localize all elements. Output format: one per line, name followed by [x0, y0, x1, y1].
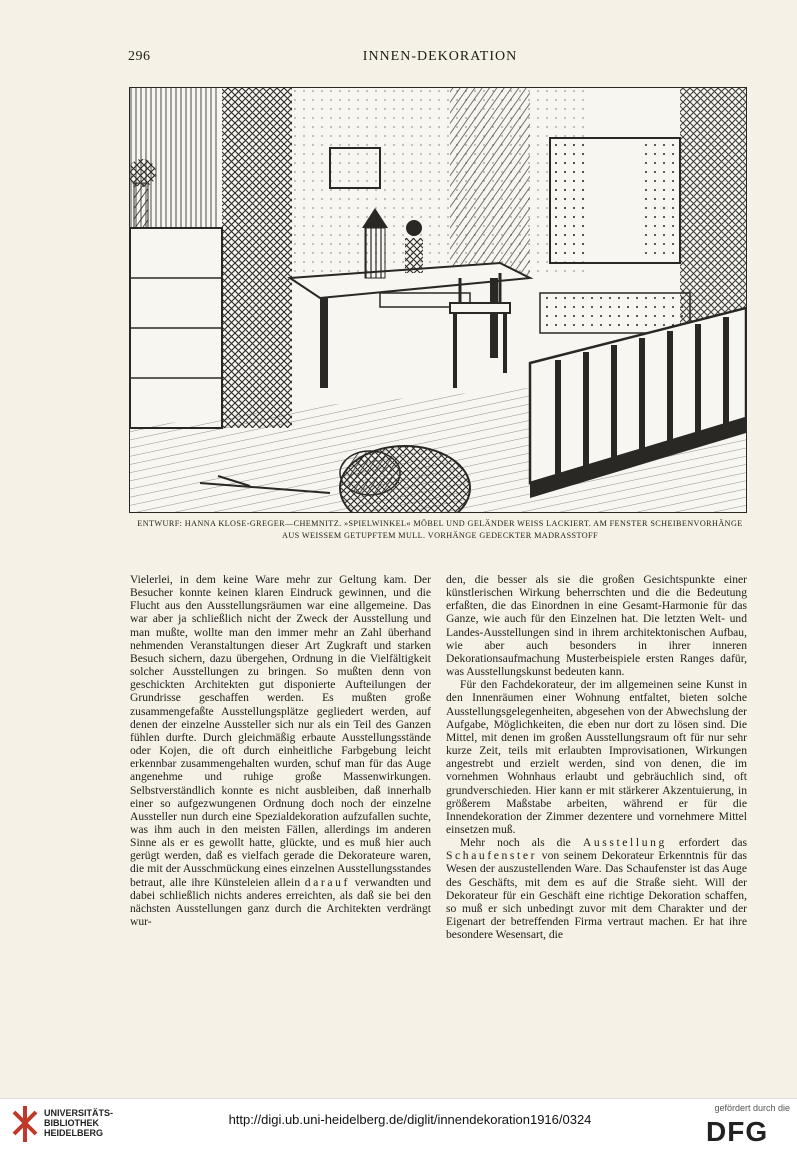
- text-run: erfordert das: [666, 836, 747, 850]
- emphasis-spaced: Schaufenster: [446, 849, 538, 863]
- text-run: von seinem Dekorateur Erkenntnis für das Wesen der auszustellenden Ware. Das Schaufenster ist das Auge des Geschäfts, mit dem es auf die Straße sieht. Will der Dekorateur für ein Geschäft eine richtige Dekoration schaffen, so muß er sich unbedingt zuvor mit dem Charakter und der Eigenart der betreffenden Firma vertraut machen. Er hat ihre besondere Wesensart, die: [446, 849, 747, 942]
- interior-drawing: [130, 88, 746, 512]
- emphasis-spaced: Ausstellung: [582, 836, 667, 850]
- page-number: 296: [128, 49, 151, 64]
- left-curtain: [222, 88, 292, 428]
- permalink-url[interactable]: http://digi.ub.uni-heidelberg.de/diglit/innendekoration1916/0324: [228, 1112, 592, 1127]
- figure-caption: [120, 518, 760, 542]
- university-library-logo-icon[interactable]: [12, 1104, 38, 1144]
- library-name[interactable]: [44, 1108, 113, 1138]
- paragraph: Für den Fachdekorateur, der im allgemeinen seine Kunst in den Innenräumen einer Wohnung entfaltet, bieten solche Ausstellungsgelegenheiten, abgesehen von der Abwechslung der Aufgabe, Möglichkeiten, die eben nur dort zu lösen sind. Die Mittel, mit denen im großen Ausstellungsraum oft für nur sehr kurze Zeit, teils mit erlaubten Improvisationen, Wirkungen angestrebt und erzielt werden, sind von denen, die im vornehmen Wohnhaus erlaubt und gebräuchlich sind, oft grundverschieden. Hier kann er mit stärkerer Akzentuierung, in größerem Maßstabe arbeiten, während er für die Innendekoration der Zimmer dezentere und vornehmere Mittel einsetzen muß.: [446, 678, 747, 836]
- library-line: UNIVERSITÄTS-: [44, 1108, 114, 1118]
- paragraph: [130, 573, 431, 928]
- text-column-right: [446, 573, 747, 941]
- text-run: verwandten und dabei schließlich nichts anderes erreichten, als daß sie bei den nächsten Ausstellungen ganz durch die Architekten verdrängt wur-: [130, 875, 431, 929]
- caption-line-1: ENTWURF: HANNA KLOSE-GREGER—CHEMNITZ. »SPIELWINKEL« MÖBEL UND GELÄNDER WEISS LACKIERT. AM FENSTER SCHEIBENVORHÄNGE: [137, 519, 743, 528]
- illustration-spielwinkel: [129, 87, 747, 513]
- sponsor-note: gefördert durch die: [714, 1103, 790, 1113]
- paragraph: den, die besser als sie die großen Gesichtspunkte einer künstlerischen Wirkung beherrschten und die die Bedeutung erfaßten, die das Einordnen in eine Gesamt-Harmonie für das Ganze, wie auch für den Einzelnen hat. Die letzten Welt- und Landes-Ausstellungen sind in ihrem architektonischen Aufbau, wie aber auch besonders in ihrer inneren Dekorationsaufmachung Musterbeispiele ersten Ranges dafür, was Ausstellungskunst bedeuten kann.: [446, 573, 747, 679]
- caption-line-2: AUS WEISSEM GETUPFTEM MULL. VORHÄNGE GEDECKTER MADRASSTOFF: [282, 531, 598, 540]
- emphasis-spaced: darauf: [304, 875, 350, 889]
- dfg-logo[interactable]: DFG: [706, 1116, 769, 1147]
- chair: [450, 303, 510, 313]
- text-column-left: [130, 573, 431, 928]
- text-run: Mehr noch als die: [460, 836, 583, 850]
- library-line: BIBLIOTHEK: [44, 1118, 99, 1128]
- library-line: HEIDELBERG: [44, 1128, 104, 1138]
- paragraph: [446, 836, 747, 941]
- running-head: INNEN-DEKORATION: [362, 49, 518, 64]
- text-run: Vielerlei, in dem keine Ware mehr zur Geltung kam. Der Besucher konnte keinen klaren Eindruck gewinnen, und die Flucht aus den Ausstellungsräumen war eine allgemeine. Das war aber ja schließlich nicht der Zweck der Ausstellung und man mußte, wollte man den immer mehr an Zahl überhand nehmenden Veranstaltungen dieser Art Zugkraft und starken Besuch sichern, dazu übergehen, Ordnung in die Vielfältigkeit solcher Ausstellungen zu bringen. So mußten denn von geschickten Architekten gut disponierte Aufteilungen der Grundrisse geschaffen werden. Es mußten große zusammengefaßte Ausstellungsplätze gegliedert werden, auf denen der einzelne Aussteller sich nur als ein Teil des Ganzen fühlen durfte. Durch gleichmäßig erbaute Ausstellungsstände oder Kojen, die oft durch einheitliche Farbgebung leicht erkennbar zusammengehalten wurden, schuf man für das Auge angenehme und ruhige große Massenwirkungen. Selbstverständlich konnte es nicht ausbleiben, daß innerhalb einer so aufgezwungenen Ordnung doch noch der einzelne Aussteller nun durch eine Spezialdekoration aufzufallen suchte, was ihm auch in den meisten Fällen, allerdings im anderen Sinne als er es gewollt hatte, glückte, und es muß hier auch gerügt werden, daß es vielfach gerade die Dekorateure waren, die mit der Ausschmückung eines einzelnen Ausstellungsstandes betraut, alle ihre Künsteleien allein: [130, 573, 431, 889]
